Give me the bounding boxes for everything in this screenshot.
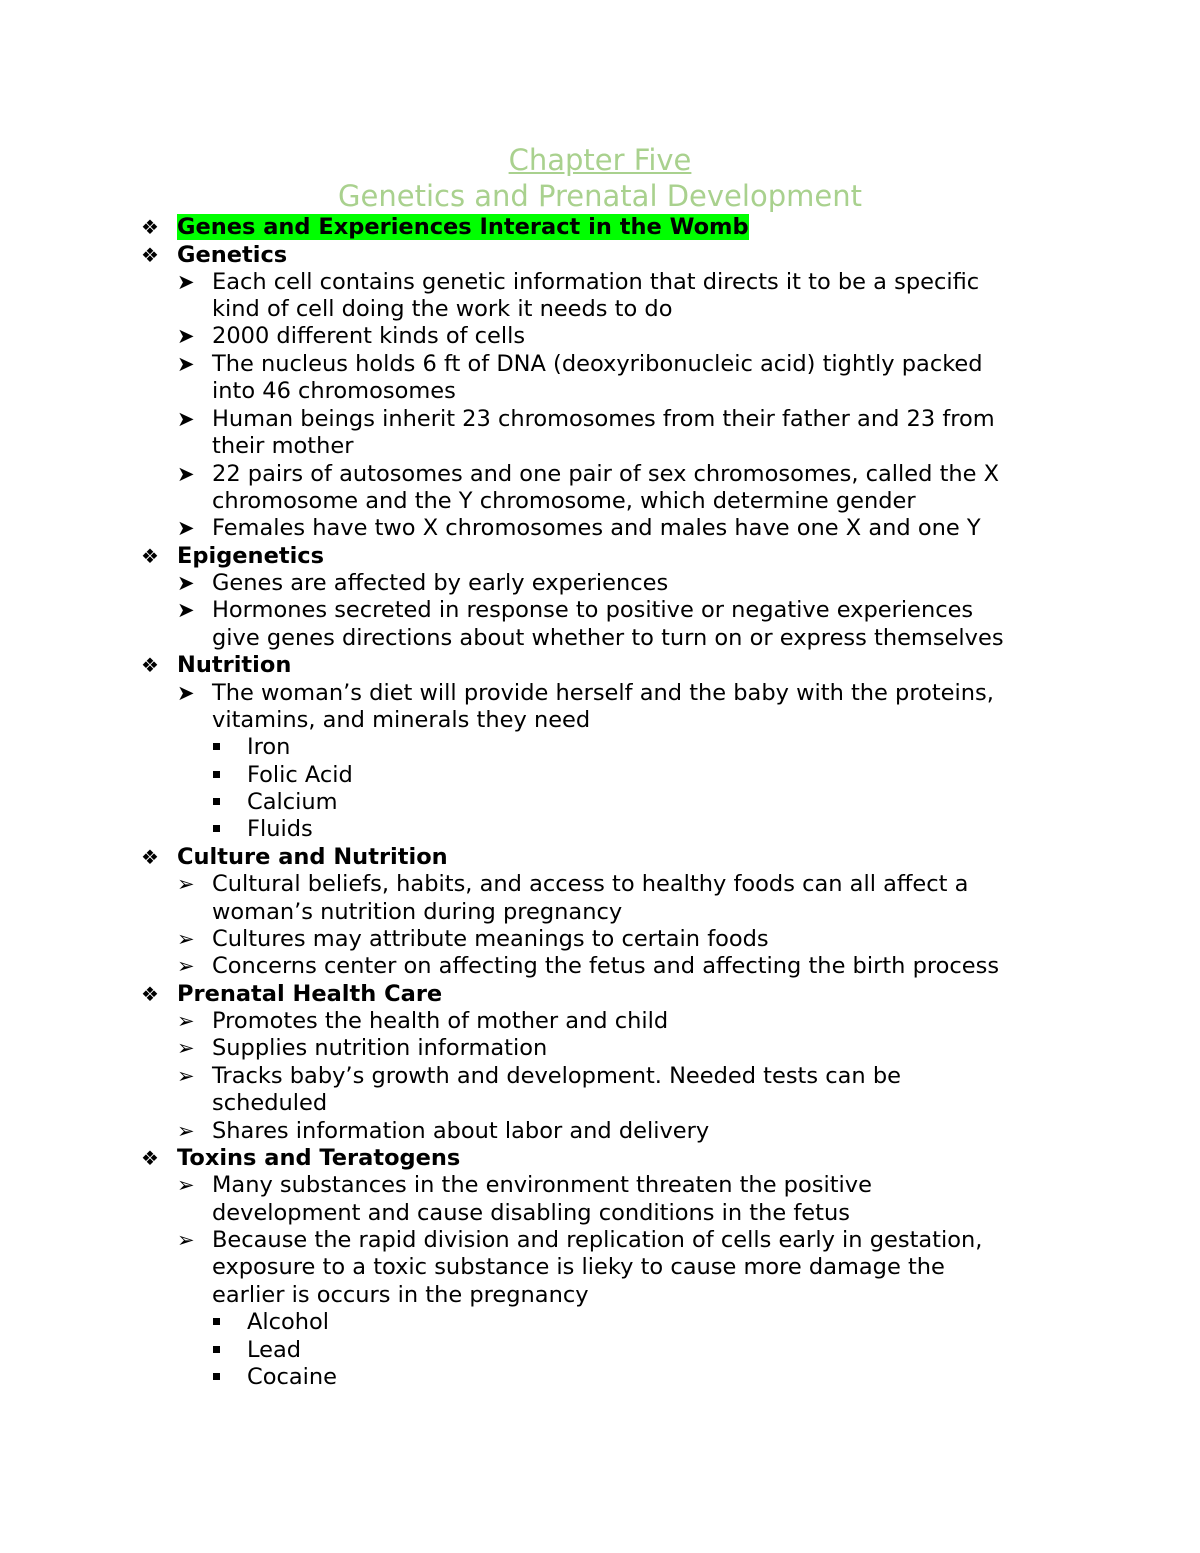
diamond-cluster-icon: ❖	[141, 982, 159, 1006]
section-heading-prenatal-health-care: Prenatal Health Care	[177, 981, 443, 1007]
sub-list-item: Lead	[247, 1337, 302, 1363]
arrowhead-icon: ➤	[177, 516, 195, 540]
list-item-line: Hormones secreted in response to positive or negative experiences	[212, 597, 974, 623]
section-heading-culture-nutrition: Culture and Nutrition	[177, 844, 448, 870]
section-heading-nutrition: Nutrition	[177, 652, 292, 678]
list-item-line: into 46 chromosomes	[212, 378, 456, 404]
list-item-line: development and cause disabling conditions in the fetus	[212, 1200, 850, 1226]
list-item-line: Tracks baby’s growth and development. Needed tests can be	[212, 1063, 901, 1089]
outline-diamond-cluster-icon: ❖	[141, 1146, 159, 1170]
outline-arrowhead-icon: ➢	[177, 927, 195, 951]
list-item-line: exposure to a toxic substance is lieky to cause more damage the	[212, 1254, 945, 1280]
list-item-line: Cultural beliefs, habits, and access to healthy foods can all affect a	[212, 871, 969, 897]
list-item-line: Human beings inherit 23 chromosomes from their father and 23 from	[212, 406, 995, 432]
arrowhead-icon: ➤	[177, 462, 195, 486]
list-item-line: earlier is occurs in the pregnancy	[212, 1282, 589, 1308]
diamond-cluster-icon: ❖	[141, 544, 159, 568]
section-heading-toxins-teratogens: Toxins and Teratogens	[177, 1145, 461, 1171]
arrowhead-icon: ➤	[177, 681, 195, 705]
square-icon	[213, 771, 220, 778]
outline-arrowhead-icon: ➢	[177, 872, 195, 896]
list-item-line: Because the rapid division and replication of cells early in gestation,	[212, 1227, 983, 1253]
square-icon	[213, 798, 220, 805]
chapter-subtitle: Genetics and Prenatal Development	[338, 179, 862, 213]
highlighted-heading-text: Genes and Experiences Interact in the Womb	[177, 214, 749, 240]
list-item-line: chromosome and the Y chromosome, which determine gender	[212, 488, 916, 514]
sub-list-item: Folic Acid	[247, 762, 353, 788]
list-item-line: Concerns center on affecting the fetus and affecting the birth process	[212, 953, 1000, 979]
list-item-line: kind of cell doing the work it needs to do	[212, 296, 673, 322]
outline-arrowhead-icon: ➢	[177, 1228, 195, 1252]
square-icon	[213, 1373, 220, 1380]
chapter-title-text: Chapter Five	[508, 143, 692, 177]
diamond-cluster-icon: ❖	[141, 845, 159, 869]
list-item-line: Promotes the health of mother and child	[212, 1008, 669, 1034]
arrowhead-icon: ➤	[177, 598, 195, 622]
arrowhead-icon: ➤	[177, 324, 195, 348]
section-heading-epigenetics: Epigenetics	[177, 543, 325, 569]
list-item-line: Females have two X chromosomes and males have one X and one Y	[212, 515, 981, 541]
arrowhead-icon: ➤	[177, 352, 195, 376]
list-item-line: Each cell contains genetic information that directs it to be a specific	[212, 269, 980, 295]
sub-list-item: Iron	[247, 734, 291, 760]
section-heading-genes-experiences	[177, 214, 749, 241]
list-item-line: The nucleus holds 6 ft of DNA (deoxyribonucleic acid) tightly packed	[212, 351, 983, 377]
arrowhead-icon: ➤	[177, 407, 195, 431]
square-icon	[213, 1318, 220, 1325]
outline-arrowhead-icon: ➢	[177, 1036, 195, 1060]
square-icon	[213, 743, 220, 750]
outline-arrowhead-icon: ➢	[177, 1119, 195, 1143]
list-item-line: Many substances in the environment threaten the positive	[212, 1172, 872, 1198]
sub-list-item: Cocaine	[247, 1364, 337, 1390]
list-item-line: 22 pairs of autosomes and one pair of sex chromosomes, called the X	[212, 461, 1000, 487]
list-item-line: woman’s nutrition during pregnancy	[212, 899, 623, 925]
chapter-title	[0, 142, 1200, 178]
list-item-line: The woman’s diet will provide herself and the baby with the proteins,	[212, 680, 994, 706]
list-item-line: Cultures may attribute meanings to certain foods	[212, 926, 769, 952]
sub-list-item: Alcohol	[247, 1309, 330, 1335]
diamond-cluster-icon: ❖	[141, 243, 159, 267]
square-icon	[213, 1346, 220, 1353]
list-item-line: Genes are affected by early experiences	[212, 570, 669, 596]
list-item-line: give genes directions about whether to turn on or express themselves	[212, 625, 1004, 651]
list-item-line: scheduled	[212, 1090, 328, 1116]
diamond-cluster-icon: ❖	[141, 215, 159, 239]
sub-list-item: Fluids	[247, 816, 313, 842]
outline-arrowhead-icon: ➢	[177, 1064, 195, 1088]
arrowhead-icon: ➤	[177, 270, 195, 294]
outline-arrowhead-icon: ➢	[177, 1009, 195, 1033]
list-item-line: their mother	[212, 433, 354, 459]
list-item-line: 2000 different kinds of cells	[212, 323, 526, 349]
outline-arrowhead-icon: ➢	[177, 1173, 195, 1197]
list-item-line: vitamins, and minerals they need	[212, 707, 591, 733]
square-icon	[213, 825, 220, 832]
arrowhead-icon: ➤	[177, 571, 195, 595]
outline-arrowhead-icon: ➢	[177, 954, 195, 978]
sub-list-item: Calcium	[247, 789, 338, 815]
list-item-line: Shares information about labor and delivery	[212, 1118, 710, 1144]
list-item-line: Supplies nutrition information	[212, 1035, 548, 1061]
section-heading-genetics: Genetics	[177, 242, 288, 268]
diamond-cluster-icon: ❖	[141, 653, 159, 677]
